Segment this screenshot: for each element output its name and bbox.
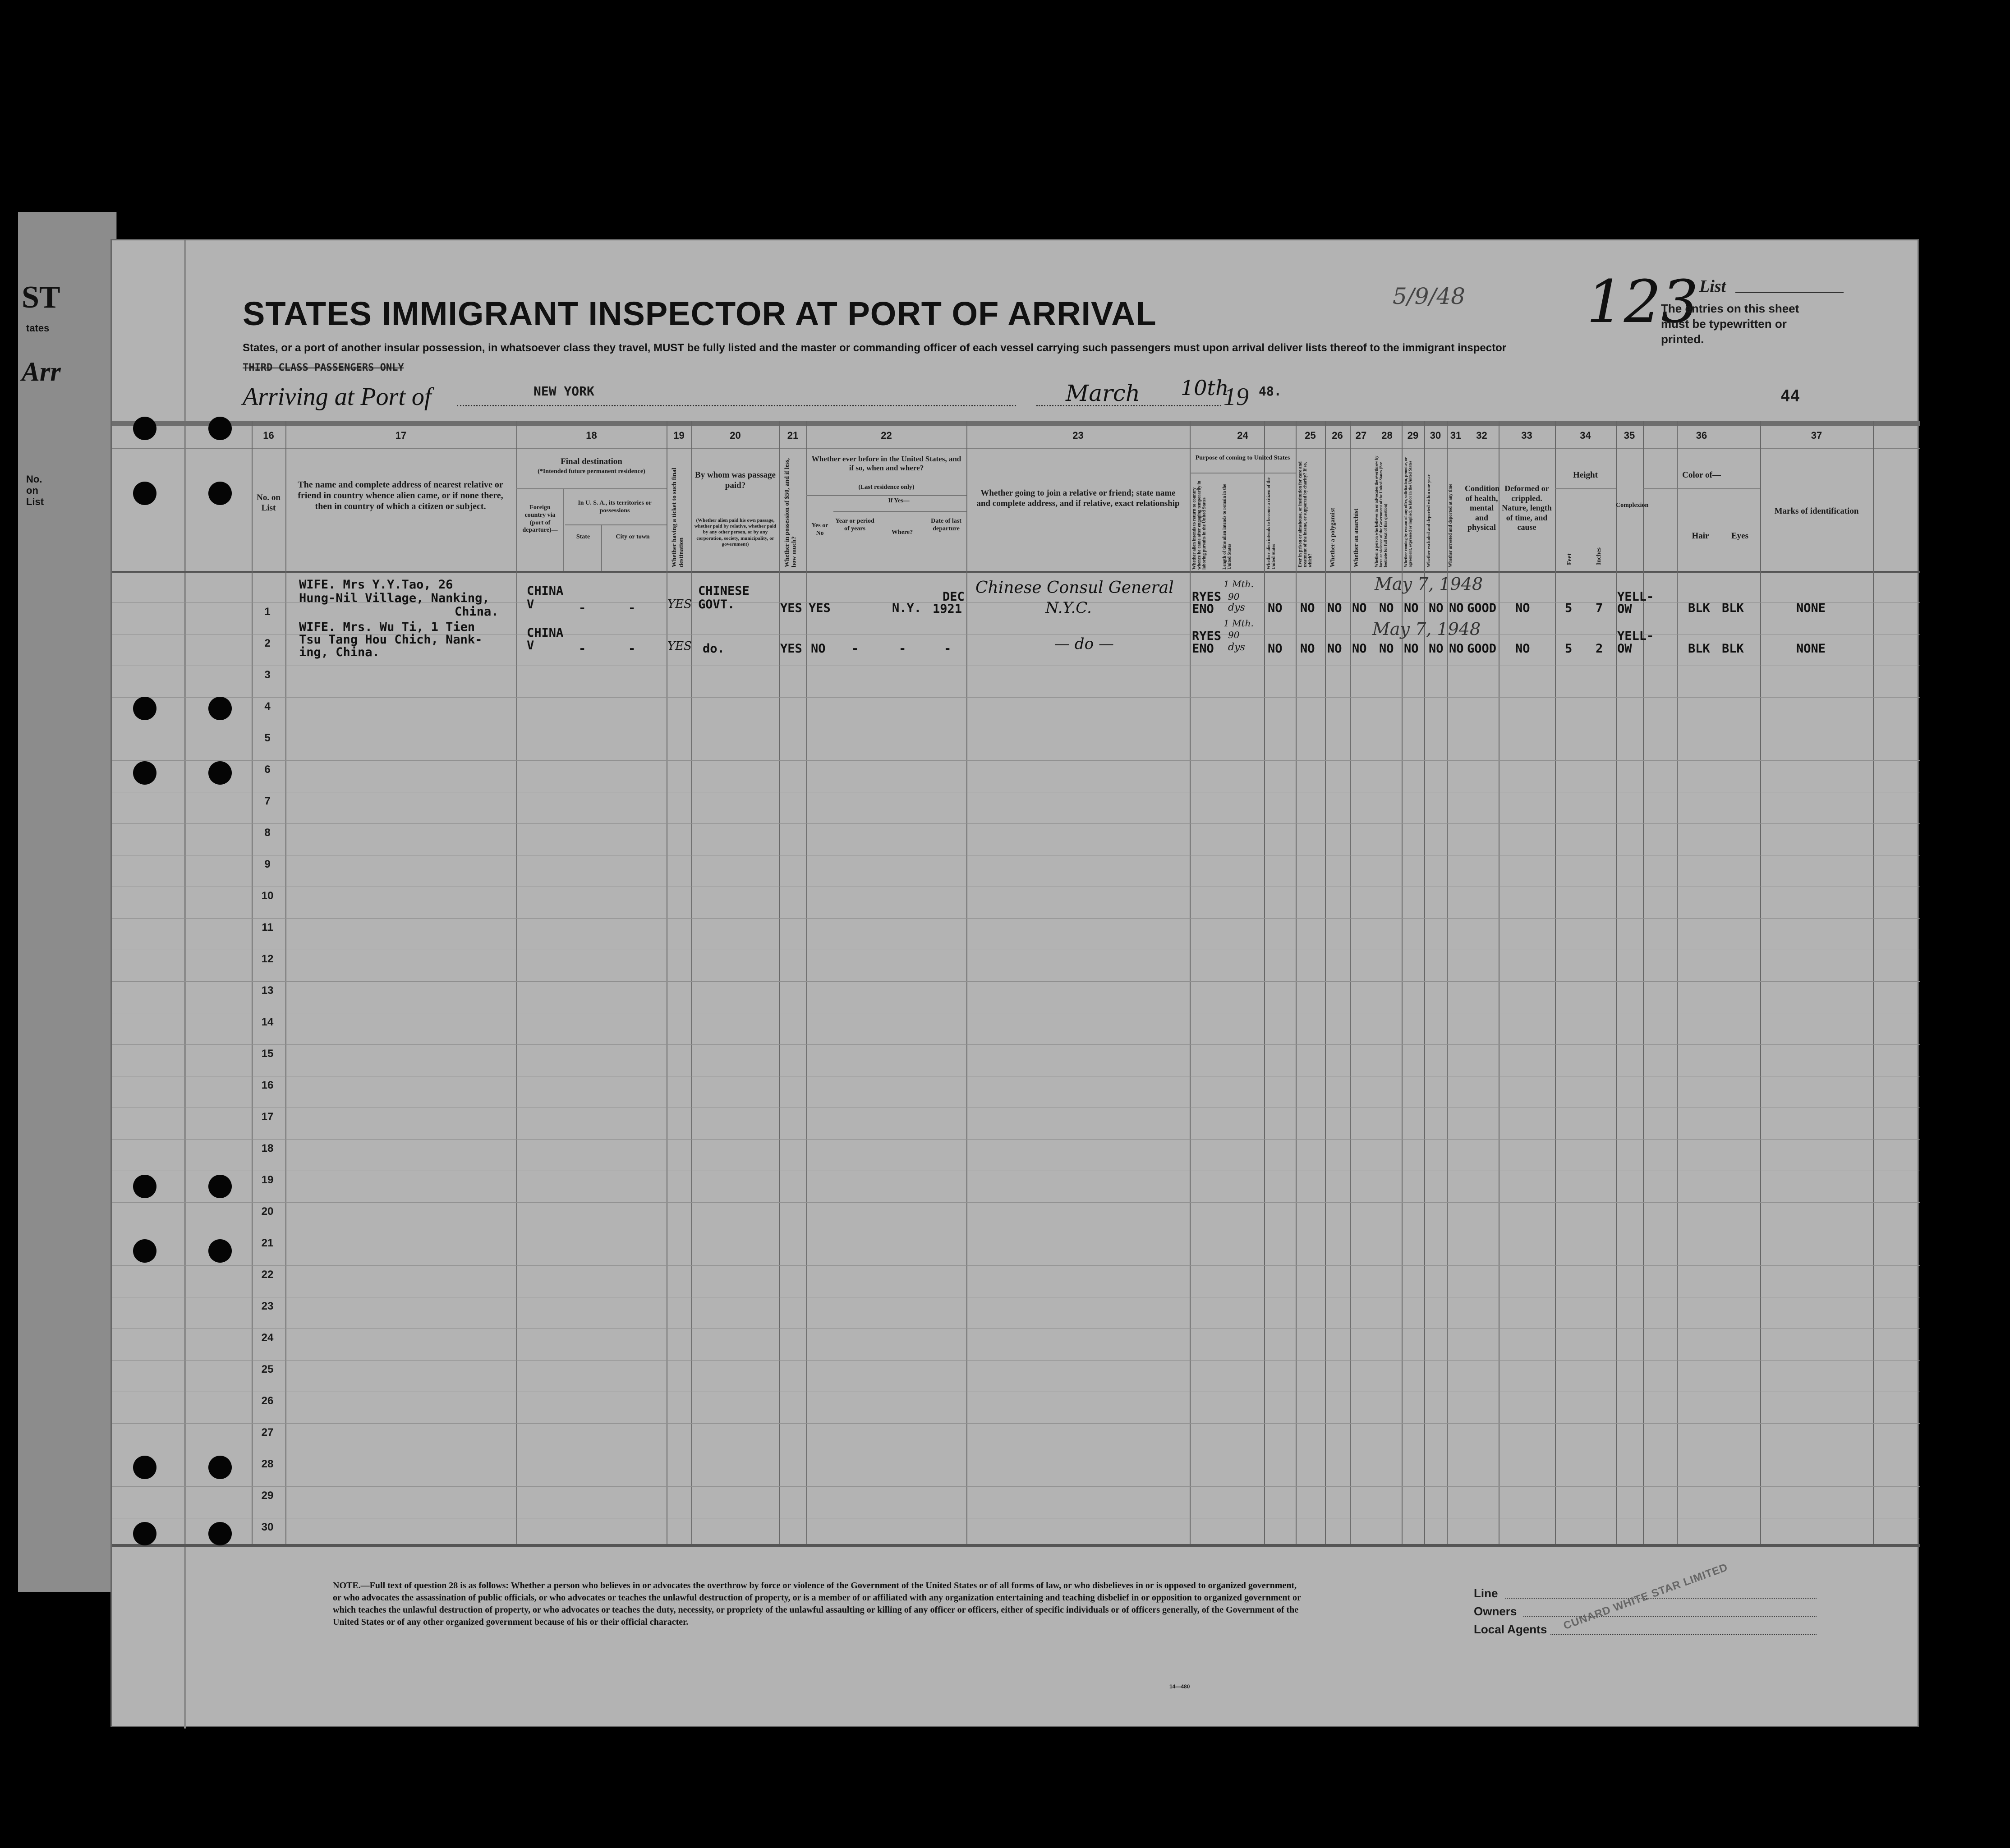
entry-2-before: NO — [811, 642, 826, 656]
entry-2-hair: BLK — [1688, 642, 1710, 656]
punch-hole — [208, 1239, 232, 1263]
list-label: List — [1699, 277, 1726, 296]
col-divider — [285, 421, 286, 1546]
row-number: 25 — [261, 1363, 274, 1375]
hdr-yes-or-no: Yes or No — [811, 522, 828, 537]
hdr-intends-return: Whether alien intends to return to country whence he came after engaging temporarily in laboring pursuits in the United States — [1192, 481, 1207, 570]
col-num-33: 33 — [1521, 430, 1532, 441]
hdr-period-years: Year or period of years — [835, 518, 874, 532]
col-num-32: 32 — [1476, 430, 1487, 441]
col-divider — [516, 421, 517, 1546]
entry-1-purpose-2: ENO — [1192, 602, 1214, 616]
entry-2-excluded: NO — [1429, 642, 1444, 656]
row-number: 1 — [264, 606, 271, 618]
entry-1-labor: NO — [1404, 601, 1419, 615]
owners-label: Owners — [1474, 1604, 1517, 1618]
row-rule — [112, 1265, 1920, 1266]
row-number: 16 — [261, 1079, 274, 1091]
row-rule — [112, 981, 1920, 982]
hdr-labor-offer: Whether coming by reason of any offer, solicitation, promise, or agreement, expressed or implied, to labor in the United States — [1403, 457, 1412, 567]
col-divider — [1296, 421, 1297, 1546]
entry-2-fifty: YES — [780, 642, 802, 656]
punch-hole — [133, 697, 156, 720]
hdr-purpose: Purpose of coming to United States — [1195, 455, 1290, 461]
col-divider — [1760, 421, 1761, 1546]
footer-top-border — [112, 1546, 1920, 1547]
row-number: 21 — [261, 1237, 274, 1249]
row-number: 18 — [261, 1142, 274, 1154]
row-rule — [112, 1486, 1920, 1487]
entry-2-prison: NO — [1300, 642, 1315, 656]
hdr-intends-citizen: Whether alien intends to become a citizen of the United States — [1266, 477, 1276, 570]
adjacent-page-strip — [18, 212, 117, 1592]
entry-1-deported: NO — [1449, 601, 1464, 615]
strip-arriving: Arr — [22, 357, 61, 386]
owners-dotted — [1523, 1616, 1817, 1617]
row-number: 28 — [261, 1458, 274, 1470]
list-line — [1735, 292, 1844, 293]
local-agents-label: Local Agents — [1474, 1623, 1547, 1636]
entry-1-date-2: 1921 — [933, 602, 962, 616]
col-divider — [966, 421, 967, 1546]
entry-1-ticket: YES — [667, 598, 692, 611]
punch-hole — [133, 1175, 156, 1198]
entry-1-join-1: Chinese Consul General — [975, 579, 1174, 597]
struck-class-line: THIRD CLASS PASSENGERS ONLY — [243, 362, 404, 373]
hdr-final-destination: Final destination — [561, 457, 622, 466]
entry-2-complexion-2: OW — [1617, 642, 1632, 656]
entry-2-inches: 2 — [1596, 642, 1603, 656]
entry-1-complexion-2: OW — [1617, 602, 1632, 616]
entry-2-deported: NO — [1449, 642, 1464, 656]
row-number: 2 — [264, 637, 271, 649]
entry-2-marks: NONE — [1796, 642, 1826, 656]
row-number: 8 — [264, 827, 271, 839]
col-divider — [1873, 421, 1874, 1546]
entry-1-paid-by-1: CHINESE — [698, 584, 750, 598]
entry-2-eyes: BLK — [1722, 642, 1744, 656]
strip-heading: ST — [22, 280, 60, 315]
entry-2-via: V — [527, 639, 534, 653]
hdr-foreign-country: Foreign country via (port of departure)— — [522, 504, 558, 534]
col-divider — [1616, 421, 1617, 1546]
agents-dotted — [1550, 1634, 1817, 1635]
entry-2-relative-line2: Tsu Tang Hou Chich, Nank- — [299, 633, 483, 647]
hdr-polygamist: Whether a polygamist — [1329, 508, 1336, 567]
entry-2-q28-stamp: May 7, 1948 — [1372, 619, 1481, 639]
row-number: 24 — [261, 1332, 274, 1344]
col-num-20: 20 — [730, 430, 741, 441]
row-number: 20 — [261, 1205, 274, 1218]
col-num-35: 35 — [1624, 430, 1635, 441]
hdr-feet: Feet — [1566, 553, 1573, 565]
entry-1-relative-line2: Hung-Nil Village, Nanking, — [299, 591, 490, 605]
entry-2-purpose-2: ENO — [1192, 642, 1214, 656]
page-number: 44 — [1780, 387, 1800, 405]
hdr-join-relative: Whether going to join a relative or friend; state name and complete address, and if relative, exact relationship — [976, 488, 1180, 508]
row-number: 26 — [261, 1395, 274, 1407]
entry-2-country: CHINA — [527, 626, 564, 640]
hdr-prison: Ever in prison or almshouse, or institution for care and treatment of the insane, or supported by charity? If so, which? — [1298, 461, 1313, 567]
entry-2-relative-line3: ing, China. — [299, 645, 380, 659]
row-number: 29 — [261, 1489, 274, 1502]
entry-1-eyes: BLK — [1722, 601, 1744, 615]
entry-1-length-3: dys — [1228, 602, 1245, 613]
page-footer — [112, 1546, 1920, 1728]
entry-1-complexion-1: YELL- — [1617, 590, 1654, 604]
entry-2-length-1: 1 Mth. — [1223, 618, 1254, 629]
entry-2-date: - — [944, 642, 952, 656]
row-rule — [112, 1139, 1920, 1140]
form-number: 14—480 — [1169, 1683, 1190, 1690]
col-num-34: 34 — [1580, 430, 1591, 441]
punch-hole — [208, 482, 232, 505]
row-number: 14 — [261, 1016, 274, 1028]
row-number: 15 — [261, 1048, 274, 1060]
row-rule — [112, 918, 1920, 919]
hdr-where: Where? — [891, 529, 913, 536]
col-num-27: 27 — [1355, 430, 1367, 441]
hdr-deported: Whether arrested and deported at any time — [1448, 483, 1453, 567]
entry-1-join-2: N.Y.C. — [1045, 599, 1092, 617]
hdr-passage-paid-sub: (Whether alien paid his own passage, whether paid by relative, whether paid by any other person, or by any corporation, society, municipality, or government) — [694, 518, 777, 547]
strip-no: No. — [26, 473, 42, 485]
col-divider — [1350, 421, 1351, 1546]
entry-1-excluded: NO — [1429, 601, 1444, 615]
hdr-final-destination-sub: (*Intended future permanent residence) — [538, 468, 645, 475]
row-rule — [112, 1360, 1920, 1361]
hdr-no-on-list: No. on List — [257, 493, 281, 513]
question-28-note: NOTE.—Full text of question 28 is as follows: Whether a person who believes in or advocates the overthrow by force or violence of the Government of the United States or of all forms of law, or who disbelieves in or is opposed to organized government, or who advocates the assassination of public officials, or who advocates or teaches the unlawful destruction of property, or is a member of or affiliated with any organization entertaining and teaching disbelief in or opposition to organized government or which teaches the unlawful destruction of property, or who advocates or teaches the duty, necessity, or propriety of the unlawful assaulting or killing of any officer or officers, either of specific individuals or of officers generally, of the Government of the United States or of any other organized government because of his or their official character. — [333, 1581, 1301, 1627]
punch-hole — [133, 1239, 156, 1263]
column-number-divider — [112, 448, 1920, 449]
arriving-label: Arriving at Port of — [243, 383, 432, 411]
hdr-state: State — [576, 533, 590, 540]
line-label: Line — [1474, 1586, 1498, 1600]
punch-hole — [133, 482, 156, 505]
hdr-fifty-dollars: Whether in possession of $50, and if less, how much? — [784, 458, 798, 567]
sub-divider — [601, 524, 602, 571]
hdr-hair: Hair — [1692, 531, 1709, 541]
col-num-24: 24 — [1237, 430, 1248, 441]
hdr-if-yes: If Yes— — [888, 497, 910, 504]
punch-hole — [208, 1175, 232, 1198]
hdr-length-of-stay: Length of time alien intends to remain in the United States — [1222, 484, 1232, 570]
hdr-city: City or town — [616, 533, 650, 540]
row-number: 3 — [264, 669, 271, 681]
col-num-37: 37 — [1811, 430, 1822, 441]
entry-2-polygamist: NO — [1327, 642, 1342, 656]
entry-1-where: N.Y. — [892, 601, 922, 615]
col-num-18: 18 — [586, 430, 597, 441]
entry-2-relative-line1: WIFE. Mrs. Wu Ti, 1 Tien — [299, 620, 475, 634]
row-number: 6 — [264, 763, 271, 776]
row-number: 12 — [261, 953, 274, 965]
row-number: 27 — [261, 1426, 274, 1439]
row-rule — [112, 1202, 1920, 1203]
hdr-complexion: Complexion — [1616, 502, 1649, 509]
entry-1-deformed: NO — [1515, 601, 1530, 615]
row-rule — [112, 823, 1920, 824]
entry-1-purpose-1: RYES — [1192, 590, 1222, 604]
page-title: STATES IMMIGRANT INSPECTOR AT PORT OF ARRIVAL — [243, 295, 1157, 332]
row-rule — [112, 697, 1920, 698]
entry-1-citizen: NO — [1268, 601, 1283, 615]
entry-2-years: - — [851, 642, 859, 656]
entry-1-before: YES — [809, 601, 831, 615]
hdr-color-of: Color of— — [1682, 470, 1721, 480]
entry-2-citizen: NO — [1268, 642, 1283, 656]
col-divider — [691, 421, 692, 1546]
agent-stamp: CUNARD WHITE STAR LIMITED — [1562, 1561, 1730, 1632]
entry-1-polygamist: NO — [1327, 601, 1342, 615]
punch-hole — [133, 1456, 156, 1479]
arrival-month: March — [1066, 380, 1141, 406]
col-divider — [252, 421, 253, 1546]
col-num-25: 25 — [1305, 430, 1316, 441]
hdr-eyes: Eyes — [1731, 531, 1748, 541]
col-num-23: 23 — [1072, 430, 1084, 441]
manifest-table — [112, 421, 1920, 1546]
hdr-relative: The name and complete address of nearest relative or friend in country whence alien came, or if none there, then in country of which a citizen or subject. — [298, 480, 503, 511]
entry-2-paid-by: do. — [703, 642, 725, 656]
entry-2-purpose-1: RYES — [1192, 629, 1222, 643]
entry-2-q28: NO — [1379, 642, 1394, 656]
sub-divider — [1643, 488, 1760, 489]
col-num-36: 36 — [1696, 430, 1707, 441]
row-rule — [112, 760, 1920, 761]
hdr-excluded: Whether excluded and deported within one year — [1426, 474, 1431, 567]
arrival-day: 10th — [1181, 376, 1229, 400]
sub-divider — [565, 524, 667, 525]
row-number: 13 — [261, 984, 274, 997]
row-number: 5 — [264, 732, 271, 744]
col-divider — [1190, 421, 1191, 1546]
entry-2-anarchist: NO — [1352, 642, 1367, 656]
entry-1-via: V — [527, 598, 534, 611]
entry-2-length-2: 90 — [1228, 630, 1240, 640]
punch-hole — [133, 1522, 156, 1545]
punch-hole — [208, 1522, 232, 1545]
entry-2-deformed: NO — [1515, 642, 1530, 656]
col-num-19: 19 — [673, 430, 685, 441]
entry-1-relative-line3: China. — [455, 605, 499, 619]
sub-divider — [833, 511, 966, 512]
entry-1-health: GOOD — [1467, 601, 1497, 615]
manifest-page — [110, 239, 1919, 1727]
entry-2-ticket: YES — [667, 639, 692, 653]
row-number: 30 — [261, 1521, 274, 1533]
entry-1-relative-line1: WIFE. Mrs Y.Y.Tao, 26 — [299, 578, 453, 592]
entry-1-q28-stamp: May 7, 1948 — [1375, 574, 1483, 594]
row-number: 9 — [264, 858, 271, 870]
hdr-health: Condition of health, mental and physical — [1465, 484, 1500, 532]
entry-1-prison: NO — [1300, 601, 1315, 615]
col-divider — [1555, 421, 1556, 1546]
entry-1-paid-by-2: GOVT. — [698, 598, 735, 611]
header-bottom-divider — [112, 571, 1920, 573]
entry-1-length-2: 90 — [1228, 591, 1240, 602]
hdr-date-departure: Date of last departure — [931, 518, 961, 532]
hdr-last-residence: (Last residence only) — [858, 484, 915, 491]
col-num-29: 29 — [1407, 430, 1419, 441]
punch-hole — [133, 417, 156, 440]
entry-1-length-1: 1 Mth. — [1223, 579, 1254, 589]
entry-1-q28: NO — [1379, 601, 1394, 615]
list-number: 123 — [1587, 267, 1699, 336]
port-of-arrival: NEW YORK — [534, 384, 594, 399]
hdr-height: Height — [1573, 470, 1598, 480]
entry-1-hair: BLK — [1688, 601, 1710, 615]
col-num-22: 22 — [881, 430, 892, 441]
sub-divider — [516, 488, 667, 489]
col-divider — [1325, 421, 1326, 1546]
entry-1-country: CHINA — [527, 584, 564, 598]
entry-2-city: - — [628, 642, 636, 656]
hdr-inches: Inches — [1596, 547, 1602, 565]
col-divider — [779, 421, 780, 1546]
entry-2-join: — do — — [1054, 635, 1114, 653]
col-num-30: 30 — [1430, 430, 1441, 441]
entry-1-date-1: DEC — [943, 590, 965, 604]
hdr-deformed: Deformed or crippled. Nature, length of time, and cause — [1502, 484, 1552, 532]
row-rule — [112, 1044, 1920, 1045]
row-number: 7 — [264, 795, 271, 807]
punch-hole — [208, 1456, 232, 1479]
sub-divider — [806, 495, 966, 496]
entry-1-feet: 5 — [1565, 601, 1573, 615]
strip-on: on — [26, 485, 38, 496]
sub-divider — [1555, 488, 1616, 489]
handwritten-date: 5/9/48 — [1393, 283, 1465, 309]
entry-1-anarchist: NO — [1352, 601, 1367, 615]
punch-hole — [133, 761, 156, 785]
col-num-21: 21 — [787, 430, 799, 441]
port-dotted-line — [457, 405, 1016, 406]
entry-2-complexion-1: YELL- — [1617, 629, 1654, 643]
row-number: 22 — [261, 1269, 274, 1281]
row-number: 17 — [261, 1111, 274, 1123]
col-num-28: 28 — [1381, 430, 1393, 441]
col-num-31: 31 — [1450, 430, 1462, 441]
entry-2-feet: 5 — [1565, 642, 1573, 656]
row-number: 23 — [261, 1300, 274, 1312]
row-number: 11 — [262, 921, 273, 933]
entry-2-health: GOOD — [1467, 642, 1497, 656]
strip-small-text: tates — [26, 322, 50, 334]
hdr-ticket: Whether having a ticket to such final destination — [671, 468, 685, 567]
row-rule — [112, 1423, 1920, 1424]
col-num-17: 17 — [395, 430, 407, 441]
hdr-marks: Marks of identification — [1774, 506, 1859, 516]
hdr-passage-paid: By whom was passage paid? — [695, 470, 776, 490]
col-num-16: 16 — [263, 430, 274, 441]
hdr-anarchist: Whether an anarchist — [1353, 508, 1360, 567]
col-divider — [1264, 421, 1265, 1546]
entry-1-inches: 7 — [1596, 601, 1603, 615]
punch-hole — [208, 697, 232, 720]
page-subtitle: States, or a port of another insular possession, in whatsoever class they travel, MUST be fully listed and the master or commanding officer of each vessel carrying such passengers must upon arrival deliver lists thereof to the immigrant inspector — [243, 342, 1507, 354]
col-num-26: 26 — [1332, 430, 1343, 441]
entry-1-fifty: YES — [780, 601, 802, 615]
hdr-in-usa: In U. S. A., its territories or possessions — [578, 500, 652, 514]
arrival-century: 19 — [1223, 383, 1249, 411]
entry-2-where: - — [899, 642, 906, 656]
table-top-border — [112, 421, 1920, 426]
arrival-year: 48. — [1259, 384, 1282, 399]
row-number: 10 — [261, 890, 274, 902]
entry-1-state: - — [579, 601, 586, 615]
hdr-before-in-us: Whether ever before in the United States, and if so, when and where? — [811, 455, 961, 473]
punch-hole — [208, 417, 232, 440]
typewritten-note: The entries on this sheet must be typewritten or printed. — [1661, 302, 1799, 346]
strip-list: List — [26, 496, 44, 507]
punch-hole — [208, 761, 232, 785]
entry-2-length-3: dys — [1228, 642, 1245, 653]
hdr-overthrow: Whether a person who believes in or advocates the overthrow by force or violence of the Government of the United States (See footnote for full text of this question) — [1374, 455, 1388, 567]
row-number: 4 — [264, 700, 271, 713]
entry-2-state: - — [579, 642, 586, 656]
entry-1-city: - — [628, 601, 636, 615]
sub-divider — [563, 488, 564, 571]
entry-2-labor: NO — [1404, 642, 1419, 656]
row-number: 19 — [261, 1174, 274, 1186]
entry-1-marks: NONE — [1796, 601, 1826, 615]
col-divider — [1677, 421, 1678, 1546]
col-divider — [806, 421, 807, 1546]
